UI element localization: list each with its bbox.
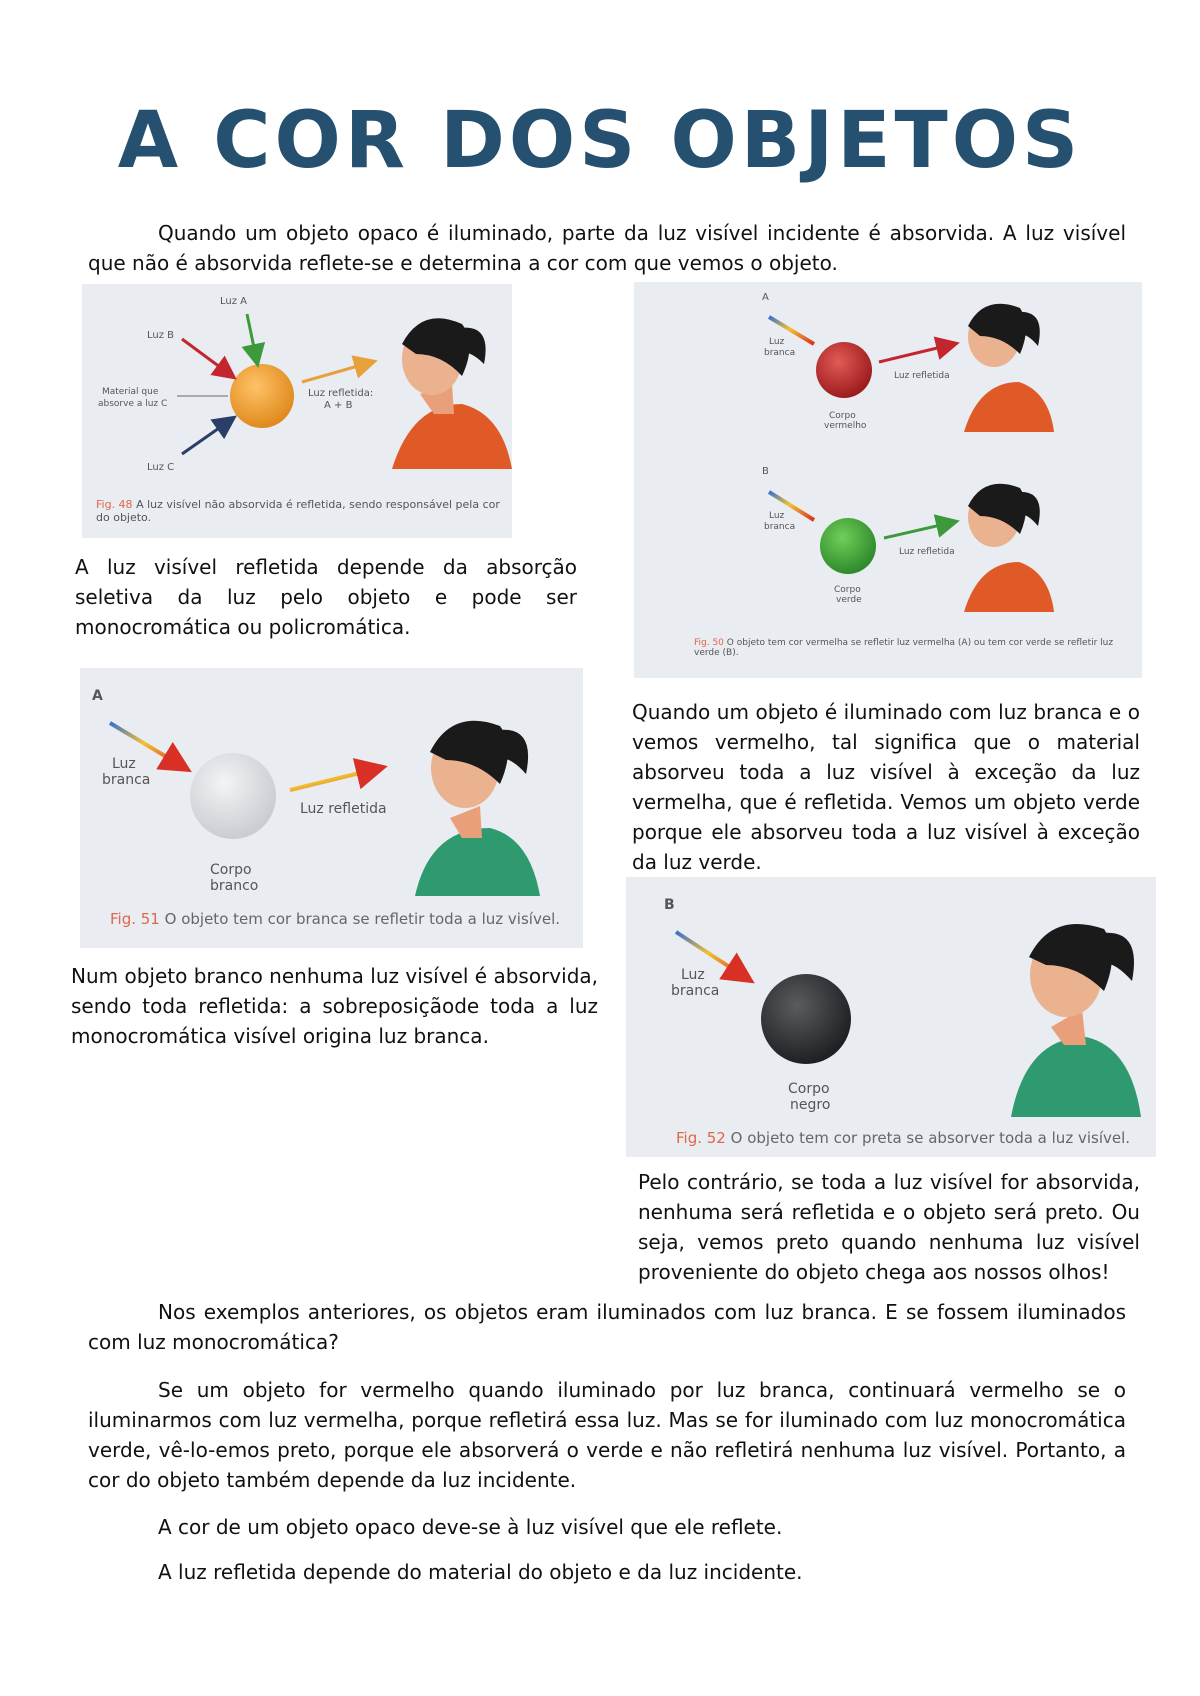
girl-figure — [415, 721, 540, 896]
girl-figure — [1011, 924, 1141, 1117]
fig50-luz-a-2: branca — [764, 348, 796, 358]
figure-52-caption — [676, 1129, 1146, 1147]
fig50-refletida-a: Luz refletida — [894, 371, 950, 381]
fig52-corpo: Corpo — [788, 1081, 830, 1097]
fig50-label-a: A — [762, 292, 769, 303]
paragraph-vermelho: Se um objeto for vermelho quando iluminado por luz branca, continuará vermelho se o iluminarmos com luz vermelha, porque refletirá essa luz. Mas se for iluminado com luz monocromática verde, vê-lo-emos preto, porque ele absorverá o verde e não refletirá nenhuma luz visível. Portanto, a cor do objeto também depende da luz incidente. — [88, 1378, 1126, 1492]
girl-figure-b — [964, 484, 1054, 612]
figure-51-illustration — [80, 668, 583, 948]
text-branco: Num objeto branco nenhuma luz visível é absorvida, sendo toda refletida: a sobreposiçãode toda a luz monocromática visível origina luz branca. — [71, 964, 598, 1048]
figure-48 — [82, 284, 512, 538]
orange-ball — [230, 364, 294, 428]
figure-51-caption-text: O objeto tem cor branca se refletir toda a luz visível. — [164, 910, 561, 928]
figure-51-number: Fig. 51 — [110, 910, 160, 928]
black-ball — [761, 974, 851, 1064]
text-vermelho: Quando um objeto é iluminado com luz branca e o vemos vermelho, tal significa que o material absorveu toda a luz visível à exceção da luz vermelha, que é refletida. Vemos um objeto verde porque ele absorveu toda a luz visível à exceção da luz verde. — [632, 700, 1140, 874]
fig51-light-out — [290, 768, 380, 790]
fig52-negro: negro — [790, 1097, 831, 1113]
figure-48-caption — [96, 498, 506, 524]
label-material-2: absorve a luz C — [98, 399, 168, 409]
fig51-branco: branco — [210, 878, 259, 894]
fig51-luz-1: Luz — [112, 756, 136, 772]
girl-figure-a — [964, 304, 1054, 432]
figure-51-caption — [110, 910, 570, 928]
paragraph-exemplos: Nos exemplos anteriores, os objetos eram iluminados com luz branca. E se fossem iluminados com luz monocromática? — [88, 1300, 1126, 1354]
figure-52 — [626, 877, 1156, 1157]
paragraph-luz: A luz refletida depende do material do objeto e da luz incidente. — [158, 1560, 803, 1584]
label-luz-a: Luz A — [220, 296, 248, 307]
figure-50-caption-text: O objeto tem cor vermelha se refletir luz vermelha (A) ou tem cor verde se refletir luz verde (B). — [694, 638, 1114, 658]
fig51-label: A — [92, 688, 103, 704]
fig52-label: B — [664, 897, 675, 913]
label-luz-b: Luz B — [147, 330, 175, 341]
green-ball — [820, 518, 876, 574]
fig51-refletida: Luz refletida — [300, 801, 387, 817]
girl-figure — [392, 318, 512, 469]
fig50-refletida-b: Luz refletida — [899, 547, 955, 557]
figure-52-number: Fig. 52 — [676, 1129, 726, 1147]
red-ball — [816, 342, 872, 398]
fig52-luz-1: Luz — [681, 967, 705, 983]
page-title: A COR DOS OBJETOS — [117, 96, 1083, 186]
fig50-reflect-a — [879, 344, 954, 362]
figure-50-number: Fig. 50 — [694, 638, 724, 648]
fig50-corpo-b: Corpo — [834, 585, 861, 595]
fig50-luz-b-1: Luz — [769, 511, 785, 521]
figure-48-number: Fig. 48 — [96, 498, 133, 511]
label-material-1: Material que — [102, 387, 159, 397]
fig50-luz-b-2: branca — [764, 522, 796, 532]
text-preto: Pelo contrário, se toda a luz visível for absorvida, nenhuma será refletida e o objeto será preto. Ou seja, vemos preto quando nenhuma luz visível proveniente do objeto chega aos nossos olhos! — [638, 1170, 1140, 1284]
figure-52-illustration — [626, 877, 1156, 1157]
fig51-luz-2: branca — [102, 772, 151, 788]
fig50-reflect-b — [884, 522, 954, 538]
fig50-vermelho: vermelho — [824, 421, 867, 431]
figure-50-caption — [694, 638, 1134, 658]
figure-52-caption-text: O objeto tem cor preta se absorver toda a luz visível. — [730, 1129, 1131, 1147]
label-refletida-1: Luz refletida: — [308, 388, 374, 399]
fig50-corpo-a: Corpo — [829, 411, 856, 421]
intro-paragraph: Quando um objeto opaco é iluminado, parte da luz visível incidente é absorvida. A luz visível que não é absorvida reflete-se e determina a cor com que vemos o objeto. — [88, 221, 1126, 275]
white-ball — [190, 753, 276, 839]
arrow-reflected — [302, 362, 372, 382]
figure-50-illustration — [634, 282, 1142, 678]
paragraph-cor: A cor de um objeto opaco deve-se à luz visível que ele reflete. — [158, 1515, 783, 1539]
figure-51 — [80, 668, 583, 948]
fig52-luz-2: branca — [671, 983, 720, 999]
label-refletida-2: A + B — [324, 400, 353, 411]
fig50-verde: verde — [836, 595, 862, 605]
figure-48-caption-text: A luz visível não absorvida é refletida, sendo responsável pela cor do objeto. — [96, 498, 500, 524]
arrow-luz-b — [182, 339, 232, 376]
fig51-corpo: Corpo — [210, 862, 252, 878]
fig50-label-b: B — [762, 466, 769, 477]
label-luz-c: Luz C — [147, 462, 175, 473]
figure-50 — [634, 282, 1142, 678]
fig50-luz-a-1: Luz — [769, 337, 785, 347]
arrow-luz-a — [247, 314, 257, 362]
arrow-luz-c — [182, 419, 232, 454]
text-absorcao: A luz visível refletida depende da absorção seletiva da luz pelo objeto e pode ser monocromática ou policromática. — [75, 555, 577, 639]
